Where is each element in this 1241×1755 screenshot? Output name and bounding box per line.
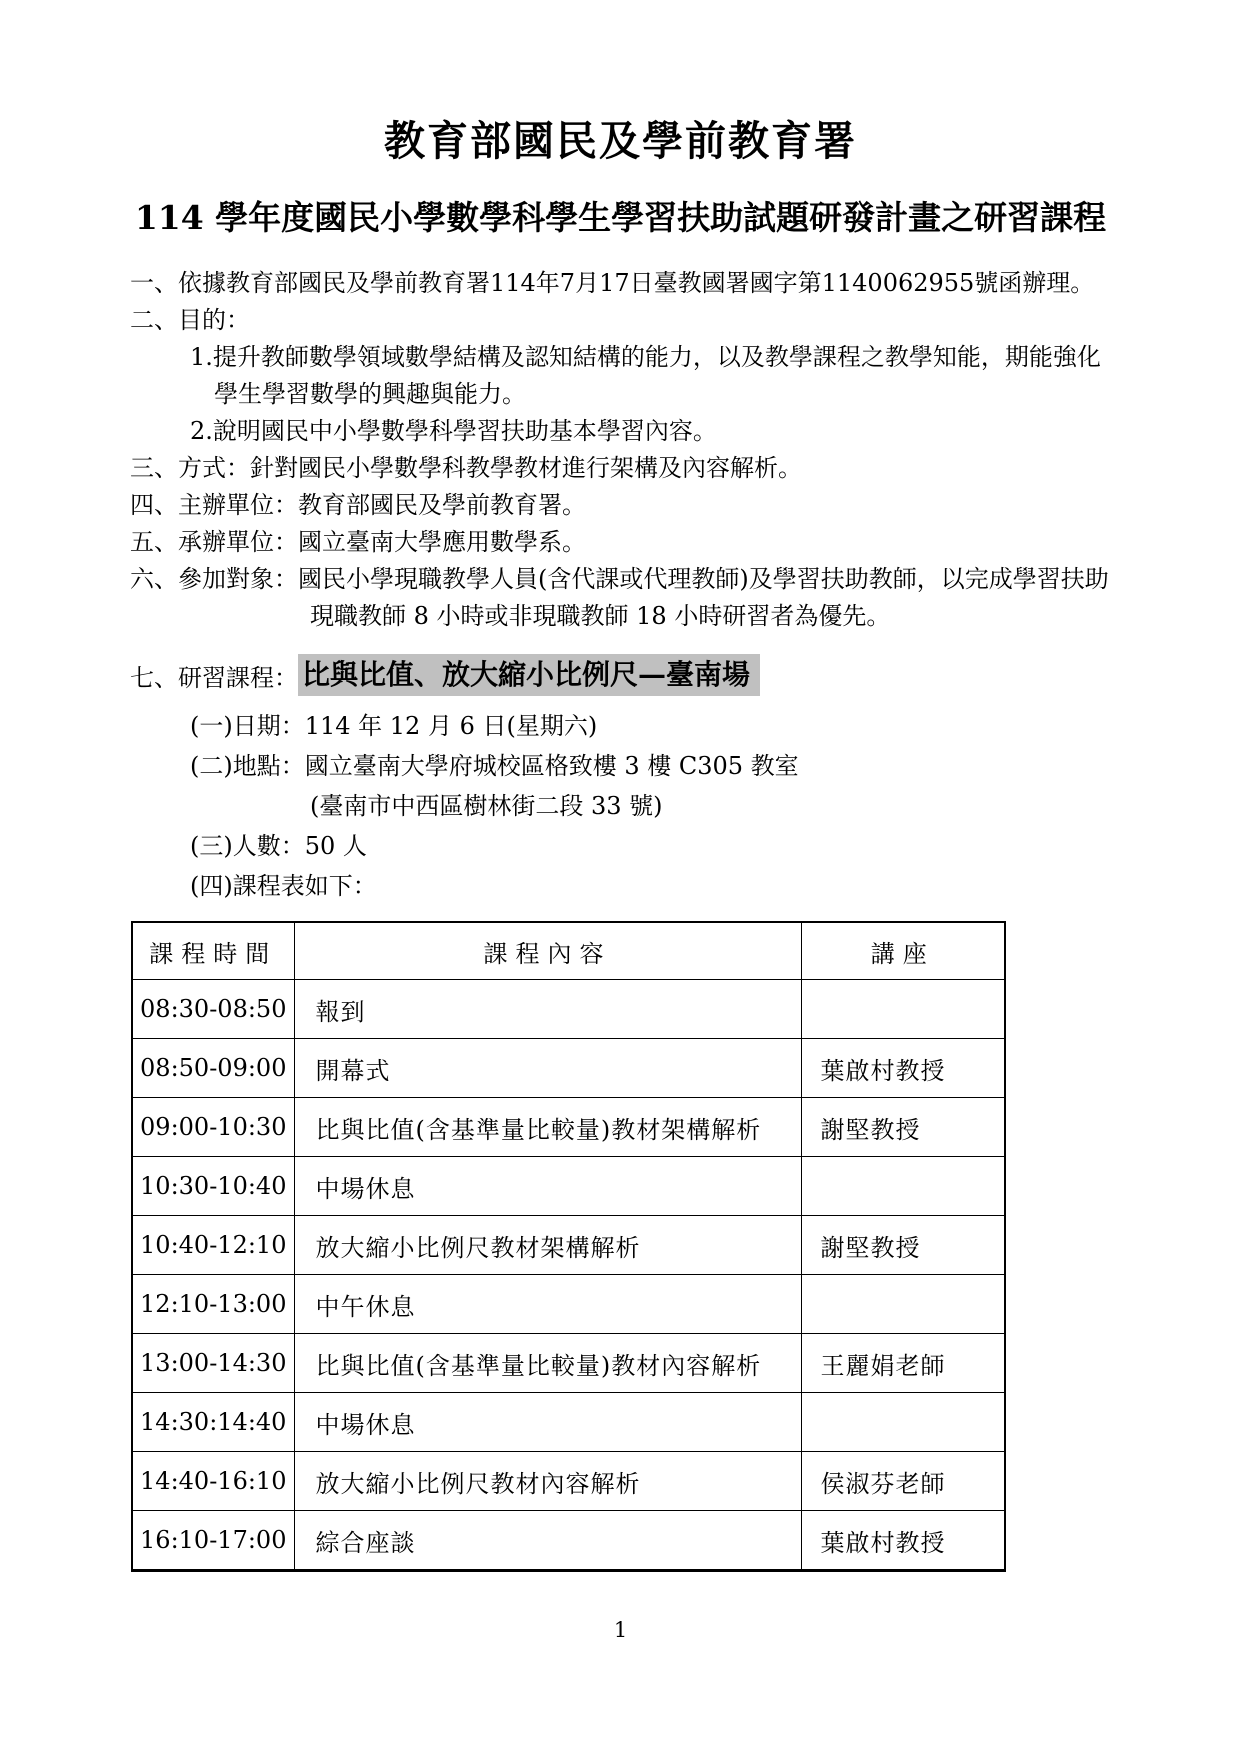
course-details [130, 706, 1123, 906]
page-number: 1 [613, 1618, 628, 1642]
doc-subtitle: 114 學年度國民小學數學科學生學習扶助試題研發計畫之研習課程 [134, 198, 1107, 237]
cell-content: 報到 [294, 980, 801, 1039]
cell-time: 10:40-12:10 [132, 1216, 294, 1275]
cell-lecturer: 謝堅教授 [801, 1098, 1005, 1157]
cell-content: 放大縮小比例尺教材內容解析 [294, 1452, 801, 1511]
table-row [132, 1216, 1005, 1275]
table-row [132, 1452, 1005, 1511]
cell-lecturer [801, 1393, 1005, 1452]
header-content: 課程內容 [294, 922, 801, 980]
doc-body [130, 265, 1123, 1572]
item-6-participants-line-1: 六、參加對象：國民小學現職教學人員(含代課或代理教師)及學習扶助教師，以完成學習扶助 [130, 565, 1109, 593]
cell-time: 08:30-08:50 [132, 980, 294, 1039]
table-row [132, 1098, 1005, 1157]
table-row [132, 1275, 1005, 1334]
table-row [132, 980, 1005, 1039]
purpose-1-line-1: 1.提升教師數學領域數學結構及認知結構的能力，以及教學課程之教學知能，期能強化 [190, 343, 1101, 371]
cell-content: 開幕式 [294, 1039, 801, 1098]
item-6-participants-line-2: 現職教師 8 小時或非現職教師 18 小時研習者為優先。 [310, 602, 891, 630]
item-4-organizer: 四、主辦單位：教育部國民及學前教育署。 [130, 491, 586, 519]
cell-lecturer [801, 1275, 1005, 1334]
cell-lecturer [801, 980, 1005, 1039]
item-7-course [130, 652, 1123, 698]
cell-time: 08:50-09:00 [132, 1039, 294, 1098]
detail-place: (二)地點：國立臺南大學府城校區格致樓 3 樓 C305 教室 [190, 752, 799, 780]
item-7-course-label: 七、研習課程： [130, 663, 298, 692]
table-row [132, 1511, 1005, 1571]
detail-date: (一)日期：114 年 12 月 6 日(星期六) [190, 712, 598, 740]
item-5-undertaker: 五、承辦單位：國立臺南大學應用數學系。 [130, 528, 586, 556]
item-2-purpose-label: 二、目的： [130, 306, 250, 334]
detail-count: (三)人數：50 人 [190, 832, 367, 860]
cell-content: 比與比值(含基準量比較量)教材內容解析 [294, 1334, 801, 1393]
cell-time: 10:30-10:40 [132, 1157, 294, 1216]
cell-lecturer: 謝堅教授 [801, 1216, 1005, 1275]
cell-time: 13:00-14:30 [132, 1334, 294, 1393]
cell-content: 放大縮小比例尺教材架構解析 [294, 1216, 801, 1275]
header-lecturer: 講座 [801, 922, 1005, 980]
cell-content: 中午休息 [294, 1275, 801, 1334]
detail-table-label: (四)課程表如下： [190, 872, 377, 900]
cell-content: 中場休息 [294, 1157, 801, 1216]
cell-time: 09:00-10:30 [132, 1098, 294, 1157]
cell-lecturer: 王麗娟老師 [801, 1334, 1005, 1393]
cell-time: 16:10-17:00 [132, 1511, 294, 1571]
item-1-basis: 一、依據教育部國民及學前教育署114年7月17日臺教國署國字第1140062955號函辦理。 [130, 269, 1095, 297]
cell-time: 14:40-16:10 [132, 1452, 294, 1511]
doc-title: 教育部國民及學前教育署 [384, 117, 857, 165]
cell-lecturer: 葉啟村教授 [801, 1039, 1005, 1098]
header-time: 課程時間 [132, 922, 294, 980]
table-row [132, 1157, 1005, 1216]
schedule-table [131, 921, 1006, 1572]
cell-content: 中場休息 [294, 1393, 801, 1452]
purpose-2: 2.說明國民中小學數學科學習扶助基本學習內容。 [190, 417, 717, 445]
table-row [132, 1393, 1005, 1452]
table-row [132, 1039, 1005, 1098]
course-title-highlight: 比與比值、放大縮小比例尺—臺南場 [298, 654, 760, 696]
detail-place-address: (臺南市中西區樹林街二段 33 號) [310, 792, 663, 820]
table-row [132, 1334, 1005, 1393]
cell-lecturer [801, 1157, 1005, 1216]
item-3-method: 三、方式：針對國民小學數學科教學教材進行架構及內容解析。 [130, 454, 802, 482]
cell-time: 14:30:14:40 [132, 1393, 294, 1452]
purpose-1-line-2: 學生學習數學的興趣與能力。 [214, 380, 526, 408]
cell-lecturer: 葉啟村教授 [801, 1511, 1005, 1571]
cell-time: 12:10-13:00 [132, 1275, 294, 1334]
cell-content: 綜合座談 [294, 1511, 801, 1571]
cell-lecturer: 侯淑芬老師 [801, 1452, 1005, 1511]
cell-content: 比與比值(含基準量比較量)教材架構解析 [294, 1098, 801, 1157]
schedule-header-row [132, 922, 1005, 980]
